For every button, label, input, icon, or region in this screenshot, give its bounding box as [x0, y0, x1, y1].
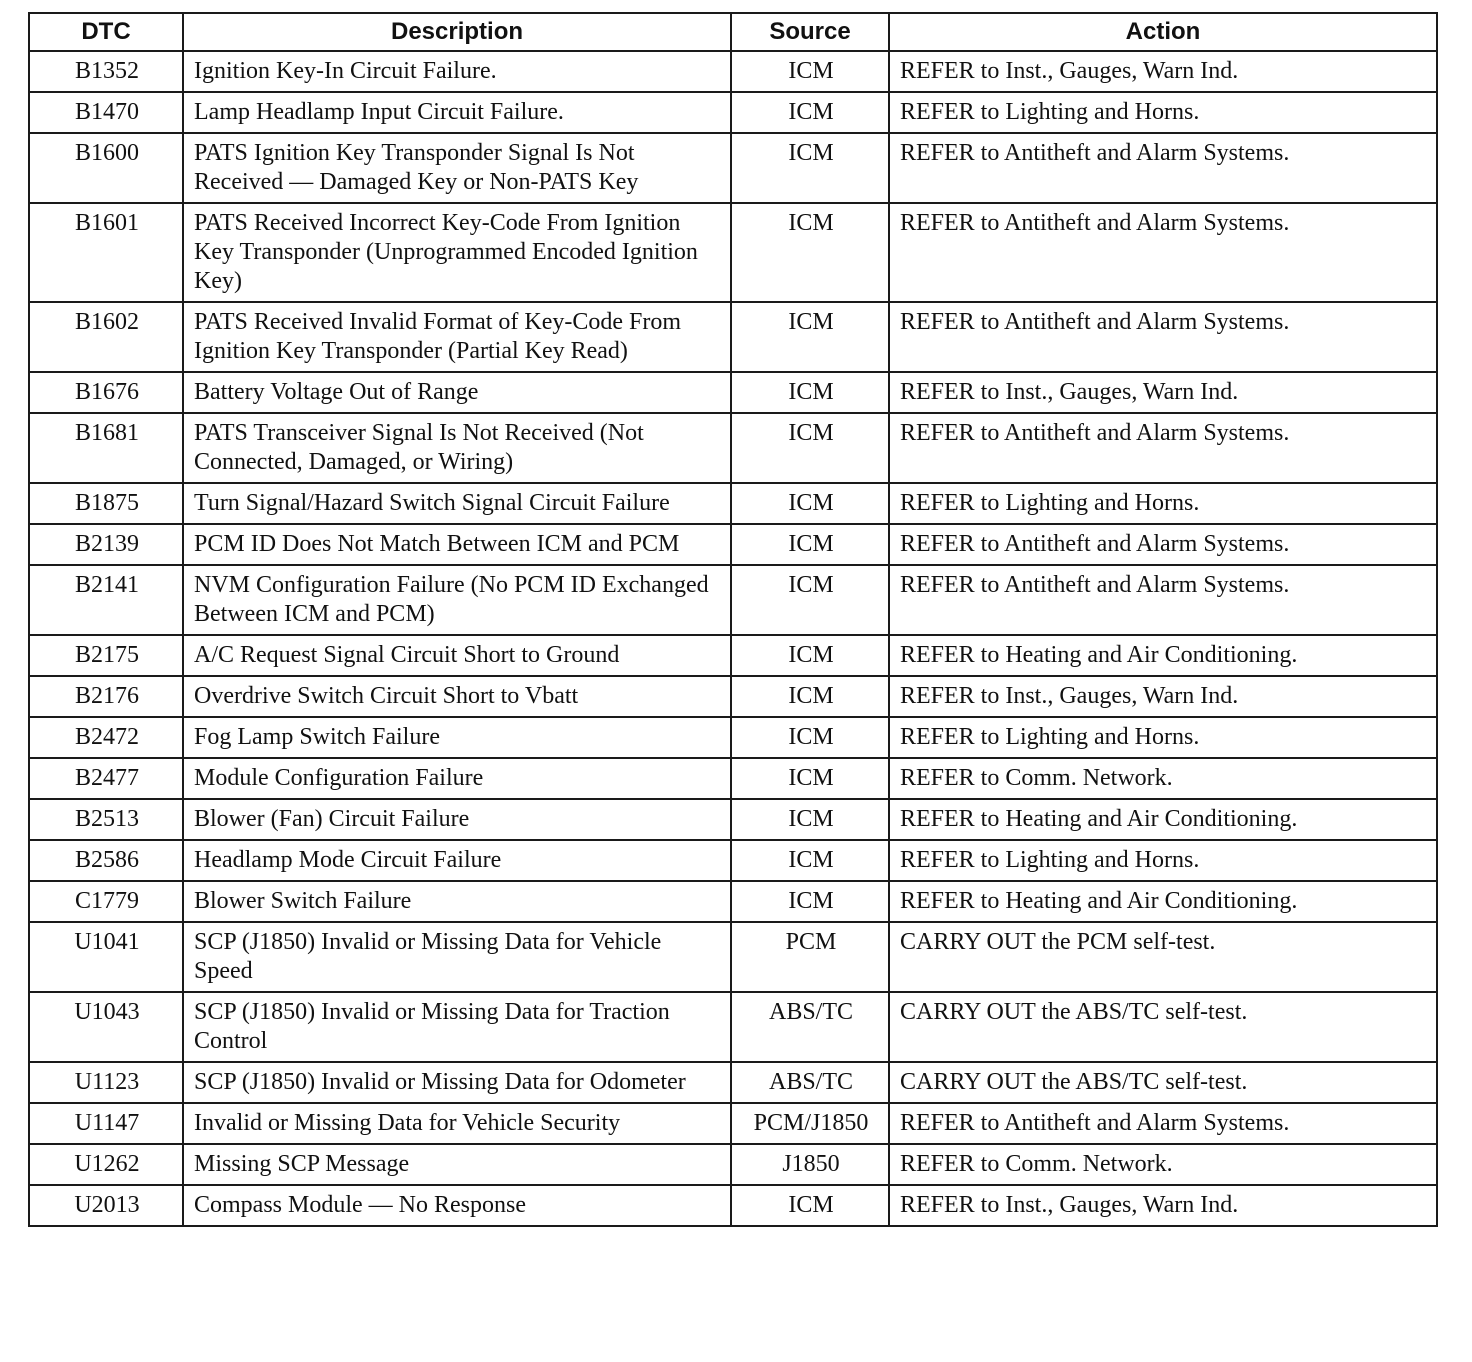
source-cell: ABS/TC	[731, 1062, 889, 1103]
action-cell: CARRY OUT the ABS/TC self-test.	[889, 1062, 1437, 1103]
dtc-code-cell: B1875	[29, 483, 183, 524]
action-cell: REFER to Lighting and Horns.	[889, 92, 1437, 133]
source-cell: PCM	[731, 922, 889, 992]
table-row	[29, 372, 1437, 413]
description-cell: SCP (J1850) Invalid or Missing Data for Traction Control	[183, 992, 731, 1062]
action-cell: REFER to Antitheft and Alarm Systems.	[889, 203, 1437, 302]
description-cell: PATS Transceiver Signal Is Not Received (Not Connected, Damaged, or Wiring)	[183, 413, 731, 483]
dtc-code-cell: B2586	[29, 840, 183, 881]
source-cell: ICM	[731, 302, 889, 372]
description-cell: Turn Signal/Hazard Switch Signal Circuit Failure	[183, 483, 731, 524]
table-row	[29, 565, 1437, 635]
table-row	[29, 799, 1437, 840]
action-cell: REFER to Inst., Gauges, Warn Ind.	[889, 1185, 1437, 1226]
table-row	[29, 676, 1437, 717]
dtc-code-cell: B1601	[29, 203, 183, 302]
action-cell: REFER to Heating and Air Conditioning.	[889, 635, 1437, 676]
description-cell: PATS Ignition Key Transponder Signal Is Not Received — Damaged Key or Non-PATS Key	[183, 133, 731, 203]
header-description: Description	[183, 13, 731, 51]
dtc-code-cell: B1676	[29, 372, 183, 413]
source-cell: ICM	[731, 840, 889, 881]
description-cell: Invalid or Missing Data for Vehicle Security	[183, 1103, 731, 1144]
table-row	[29, 1062, 1437, 1103]
action-cell: REFER to Antitheft and Alarm Systems.	[889, 565, 1437, 635]
table-row	[29, 133, 1437, 203]
table-row	[29, 92, 1437, 133]
table-row	[29, 758, 1437, 799]
action-cell: REFER to Heating and Air Conditioning.	[889, 799, 1437, 840]
dtc-code-cell: B2175	[29, 635, 183, 676]
header-row	[29, 13, 1437, 51]
description-cell: Missing SCP Message	[183, 1144, 731, 1185]
source-cell: ICM	[731, 51, 889, 92]
action-cell: REFER to Antitheft and Alarm Systems.	[889, 413, 1437, 483]
description-cell: Compass Module — No Response	[183, 1185, 731, 1226]
dtc-code-cell: B1352	[29, 51, 183, 92]
description-cell: Fog Lamp Switch Failure	[183, 717, 731, 758]
source-cell: ICM	[731, 372, 889, 413]
dtc-code-cell: B2141	[29, 565, 183, 635]
table-row	[29, 203, 1437, 302]
description-cell: SCP (J1850) Invalid or Missing Data for Odometer	[183, 1062, 731, 1103]
action-cell: CARRY OUT the ABS/TC self-test.	[889, 992, 1437, 1062]
table-row	[29, 413, 1437, 483]
action-cell: REFER to Antitheft and Alarm Systems.	[889, 302, 1437, 372]
description-cell: Ignition Key-In Circuit Failure.	[183, 51, 731, 92]
action-cell: REFER to Antitheft and Alarm Systems.	[889, 1103, 1437, 1144]
table-row	[29, 840, 1437, 881]
table-row	[29, 51, 1437, 92]
action-cell: REFER to Antitheft and Alarm Systems.	[889, 133, 1437, 203]
table-row	[29, 881, 1437, 922]
table-row	[29, 992, 1437, 1062]
dtc-code-cell: U1041	[29, 922, 183, 992]
dtc-code-cell: U1043	[29, 992, 183, 1062]
action-cell: REFER to Antitheft and Alarm Systems.	[889, 524, 1437, 565]
source-cell: J1850	[731, 1144, 889, 1185]
source-cell: ICM	[731, 133, 889, 203]
action-cell: CARRY OUT the PCM self-test.	[889, 922, 1437, 992]
action-cell: REFER to Lighting and Horns.	[889, 840, 1437, 881]
dtc-code-cell: U1123	[29, 1062, 183, 1103]
dtc-code-cell: B2513	[29, 799, 183, 840]
dtc-code-cell: B2477	[29, 758, 183, 799]
description-cell: PATS Received Invalid Format of Key-Code From Ignition Key Transponder (Partial Key Read)	[183, 302, 731, 372]
dtc-code-cell: B1602	[29, 302, 183, 372]
description-cell: PATS Received Incorrect Key-Code From Ignition Key Transponder (Unprogrammed Encoded Ignition Key)	[183, 203, 731, 302]
dtc-code-cell: U2013	[29, 1185, 183, 1226]
dtc-code-cell: B1681	[29, 413, 183, 483]
table-row	[29, 302, 1437, 372]
dtc-code-cell: B1600	[29, 133, 183, 203]
description-cell: Lamp Headlamp Input Circuit Failure.	[183, 92, 731, 133]
action-cell: REFER to Lighting and Horns.	[889, 483, 1437, 524]
action-cell: REFER to Inst., Gauges, Warn Ind.	[889, 51, 1437, 92]
header-action: Action	[889, 13, 1437, 51]
table-row	[29, 483, 1437, 524]
dtc-code-cell: U1147	[29, 1103, 183, 1144]
source-cell: ICM	[731, 483, 889, 524]
source-cell: ICM	[731, 524, 889, 565]
description-cell: Module Configuration Failure	[183, 758, 731, 799]
dtc-code-cell: C1779	[29, 881, 183, 922]
source-cell: ICM	[731, 1185, 889, 1226]
table-row	[29, 1185, 1437, 1226]
header-source: Source	[731, 13, 889, 51]
dtc-table	[28, 12, 1438, 1227]
table-row	[29, 1103, 1437, 1144]
source-cell: ICM	[731, 799, 889, 840]
dtc-code-cell: B2139	[29, 524, 183, 565]
description-cell: Blower Switch Failure	[183, 881, 731, 922]
description-cell: A/C Request Signal Circuit Short to Ground	[183, 635, 731, 676]
source-cell: ICM	[731, 676, 889, 717]
table-row	[29, 717, 1437, 758]
table-row	[29, 1144, 1437, 1185]
source-cell: ABS/TC	[731, 992, 889, 1062]
action-cell: REFER to Lighting and Horns.	[889, 717, 1437, 758]
description-cell: PCM ID Does Not Match Between ICM and PCM	[183, 524, 731, 565]
source-cell: ICM	[731, 881, 889, 922]
description-cell: Blower (Fan) Circuit Failure	[183, 799, 731, 840]
description-cell: SCP (J1850) Invalid or Missing Data for Vehicle Speed	[183, 922, 731, 992]
table-row	[29, 635, 1437, 676]
description-cell: Headlamp Mode Circuit Failure	[183, 840, 731, 881]
source-cell: ICM	[731, 565, 889, 635]
source-cell: ICM	[731, 413, 889, 483]
action-cell: REFER to Inst., Gauges, Warn Ind.	[889, 676, 1437, 717]
source-cell: ICM	[731, 635, 889, 676]
description-cell: NVM Configuration Failure (No PCM ID Exchanged Between ICM and PCM)	[183, 565, 731, 635]
dtc-code-cell: B2472	[29, 717, 183, 758]
action-cell: REFER to Comm. Network.	[889, 1144, 1437, 1185]
source-cell: ICM	[731, 92, 889, 133]
dtc-code-cell: U1262	[29, 1144, 183, 1185]
description-cell: Battery Voltage Out of Range	[183, 372, 731, 413]
source-cell: ICM	[731, 203, 889, 302]
source-cell: PCM/J1850	[731, 1103, 889, 1144]
description-cell: Overdrive Switch Circuit Short to Vbatt	[183, 676, 731, 717]
action-cell: REFER to Comm. Network.	[889, 758, 1437, 799]
action-cell: REFER to Heating and Air Conditioning.	[889, 881, 1437, 922]
source-cell: ICM	[731, 758, 889, 799]
table-body	[29, 51, 1437, 1226]
table-row	[29, 524, 1437, 565]
dtc-code-cell: B2176	[29, 676, 183, 717]
header-dtc: DTC	[29, 13, 183, 51]
table-row	[29, 922, 1437, 992]
source-cell: ICM	[731, 717, 889, 758]
dtc-code-cell: B1470	[29, 92, 183, 133]
action-cell: REFER to Inst., Gauges, Warn Ind.	[889, 372, 1437, 413]
